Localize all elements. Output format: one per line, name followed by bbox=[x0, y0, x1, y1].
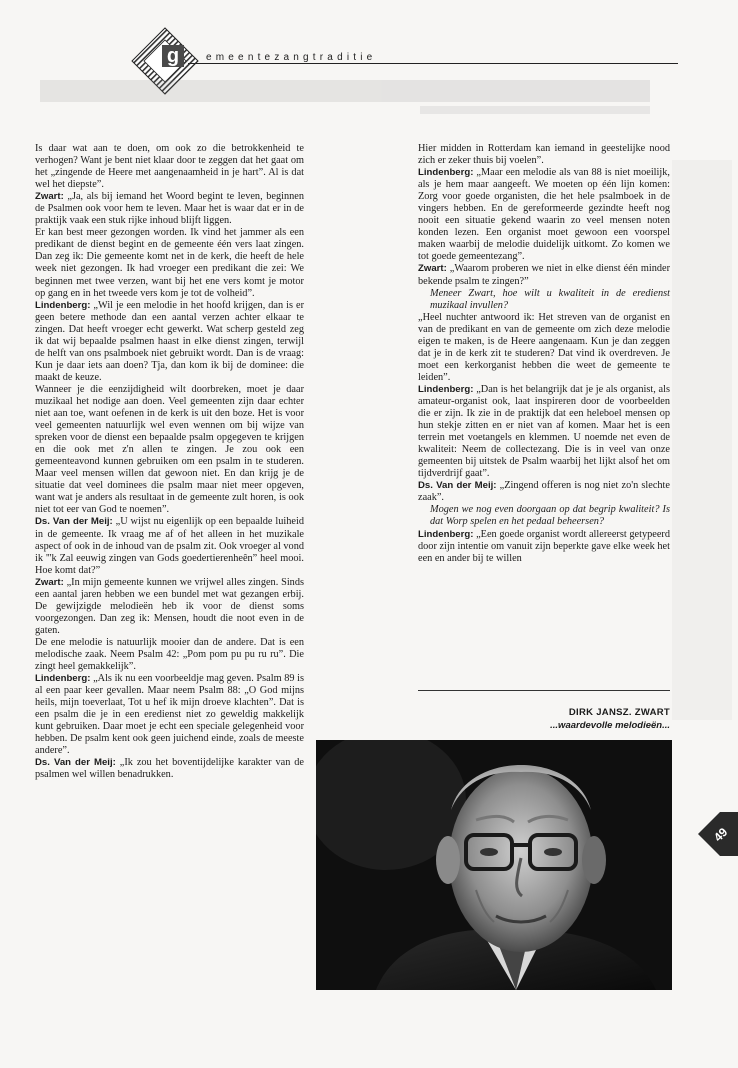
speaker-name: Zwart: bbox=[418, 263, 447, 275]
section-title: emeentezangtraditie bbox=[206, 52, 377, 63]
right-paragraph bbox=[418, 288, 670, 312]
left-paragraph bbox=[35, 384, 304, 517]
article-right-column bbox=[418, 143, 670, 565]
left-paragraph bbox=[35, 577, 304, 637]
left-paragraph bbox=[35, 673, 304, 757]
paragraph-text: Hier midden in Rotterdam kan iemand in geestelijke nood zich er zeker thuis bij voelen”. bbox=[418, 143, 670, 167]
page-number: 49 bbox=[711, 825, 731, 845]
bleed-through-right bbox=[672, 160, 732, 720]
bleed-through-shadow bbox=[40, 76, 650, 126]
paragraph-text: Is daar wat aan te doen, om ook zo die betrokkenheid te verhogen? Want je bent niet klaar door te zeggen dat het gaat om het „zingende de Heere met aangenaamheid in je hart”. Al is dat wel het diepste”. bbox=[35, 143, 304, 191]
paragraph-text: „Dan is het belangrijk dat je je als organist, als amateur-organist ook, laat inspireren door de voorbeelden die er zijn. Ik zie in de praktijk dat een heleboel mensen op hun stekje zitten en er niet van af komen. Maar het is een terrein met voetangels en klemmen. U noemde net even de kwaliteit: Neem de collectezang. Die is in veel van onze gemeenten bij uitstek de Psalm waarbij het lijkt alsof het om tijdverdrijf gaat”. bbox=[418, 383, 670, 480]
speaker-name: Zwart: bbox=[35, 191, 64, 203]
section-logo-letter: g bbox=[166, 45, 180, 67]
speaker-name: Lindenberg: bbox=[418, 383, 474, 395]
paragraph-text: „Een goede organist wordt allereerst getypeerd door zijn intentie om vanuit zijn beperkte gave elke week het een en ander bij te willen bbox=[418, 528, 670, 564]
paragraph-text: „Ja, als bij iemand het Woord begint te leven, beginnen de Psalmen ook voor hem te leven. Maar het is waar dat er in de praktijk vaak een stuk rijke inhoud blijft liggen. bbox=[35, 191, 304, 227]
speaker-name: Lindenberg: bbox=[35, 673, 91, 685]
left-paragraph bbox=[35, 516, 304, 576]
paragraph-text: „In mijn gemeente kunnen we vrijwel alles zingen. Sinds een aantal jaren hebben we een bundel met wat gezangen erbij. De gewijzigde melodieën heb ik voor de dienst soms voorgezongen. Dan zeg ik: Mensen, houdt die noot even in de gaten. bbox=[35, 576, 304, 636]
portrait-photo bbox=[316, 740, 672, 990]
page-number-tab bbox=[698, 812, 738, 856]
paragraph-text: „Als ik nu een voorbeeldje mag geven. Psalm 89 is al een paar keer gevallen. Maar neem Psalm 88: „O God mijns heils, mijn toeverlaat, Tot u hef ik mijn droeve klachten”. Dat is een psalm die je in een eredienst niet zo geweldig makkelijk kunt gebruiken. Daar moet je echt een speciale gelegenheid voor hebben. De psalm kent ook geen juichend einde, zoals de meeste andere”. bbox=[35, 673, 304, 757]
right-paragraph bbox=[418, 529, 670, 565]
header-rule bbox=[188, 63, 678, 64]
page-header bbox=[0, 0, 738, 130]
paragraph-text: „Maar een melodie als van 88 is niet moeilijk, als je hem maar aangeeft. We moeten op één lijn komen: Zorg voor goede organisten, die het hele psalmboek in de vingers hebben. En de gereformeerde gezindte heeft nog nooit een situatie gekend waarin zo veel mensen noten konden lezen. Een organist moet gewoon een voorspel maken waarbij de melodie duidelijk uitkomt. Zo komen we tot goede gemeentezang”. bbox=[418, 167, 670, 263]
paragraph-text: „Wil je een melodie in het hoofd krijgen, dan is er geen betere methode dan een aantal verzen achter elkaar te zingen. Dat heeft vroeger echt gewerkt. Wat scherp gesteld zeg ik dat wij bepaalde psalmen haast in elke dienst zingen, terwijl de helft van ons psalmboek niet gebruikt wordt. Dan is de vraag: Kun je daar iets aan doen? Tja, dan kom ik bij de dominee: die maakt de keuze. bbox=[35, 299, 304, 383]
right-paragraph bbox=[418, 480, 670, 504]
speaker-name: Lindenberg: bbox=[418, 528, 474, 540]
speaker-name: Lindenberg: bbox=[35, 299, 91, 311]
speaker-name: Lindenberg: bbox=[418, 167, 474, 179]
right-paragraph bbox=[418, 167, 670, 263]
paragraph-text: „Ik zou het boventijdelijke karakter van de psalmen wel willen benadrukken. bbox=[35, 757, 304, 781]
left-paragraph bbox=[35, 300, 304, 384]
speaker-name: Ds. Van der Meij: bbox=[418, 480, 497, 492]
right-paragraph bbox=[418, 143, 670, 167]
right-paragraph bbox=[418, 384, 670, 480]
paragraph-text: Er kan best meer gezongen worden. Ik vind het jammer als een predikant de dienst begint en de gemeente één vers laat zingen. Dan zeg ik: Die gemeente komt net in de kerk, die heeft de hele week niet gezongen. Ik had vroeger een predikant die zei: We beginnen met twee verzen, want bij het ene vers komt je motor op gang en in het tweede vers kom je tot de volheid”. bbox=[35, 227, 304, 299]
left-paragraph bbox=[35, 191, 304, 227]
photo-caption-subtitle: ...waardevolle melodieën... bbox=[550, 720, 670, 731]
paragraph-text: Wanneer je die eenzijdigheid wilt doorbreken, moet je daar muzikaal het nodige aan doen. Veel gemeenten zijn daar echter niet aan toe, want oefenen in de kerk is uit den boze. Het is voor veel gemeenten natuurlijk wel even wennen om bij wijze van spreken voor de dienst een bepaalde psalm opgegeven te krijgen en die ook met z'n allen te zingen. Je zou ook een gemeenteavond kunnen gebruiken om een psalm in te studeren. Maar veel mensen willen dat gewoon niet. En dan krijg je de situatie dat veel dominees die psalm maar niet meer opgeven, want wat je anders als resultaat in de gemeente zult horen, is ook niet tot eer van God te noemen”. bbox=[35, 383, 304, 516]
caption-rule bbox=[418, 690, 670, 691]
paragraph-text: „Zingend offeren is nog niet zo'n slechte zaak”. bbox=[418, 480, 670, 504]
article-left-column bbox=[35, 143, 304, 781]
speaker-name: Zwart: bbox=[35, 576, 64, 588]
left-paragraph bbox=[35, 143, 304, 191]
paragraph-text: De ene melodie is natuurlijk mooier dan de andere. Dat is een melodische zaak. Neem Psalm 42: „Pom pom pu pu ru ru”. Die zingt heel gemakkelijk”. bbox=[35, 636, 304, 673]
paragraph-text: „Heel nuchter antwoord ik: Het streven van de organist en van de predikant en van de gemeente om zich deze melodie eigen te maken, is de Heere aangenaam. Kun je dan zeggen dat je in de kerk zit te studeren? Dat vind ik overdreven. Je moet een kerkorganist hebben die weet de gemeente te leiden”. bbox=[418, 311, 670, 383]
paragraph-text: Meneer Zwart, hoe wilt u kwaliteit in de eredienst muzikaal invullen? bbox=[430, 287, 670, 311]
left-paragraph bbox=[35, 637, 304, 673]
right-paragraph bbox=[418, 263, 670, 287]
paragraph-text: Mogen we nog even doorgaan op dat begrip kwaliteit? Is dat Worp spelen en het pedaal beheersen? bbox=[430, 504, 670, 528]
speaker-name: Ds. Van der Meij: bbox=[35, 516, 113, 528]
paragraph-text: „U wijst nu eigenlijk op een bepaalde luiheid in de gemeente. Ik vraag me af of het alleen in het muzikale aspect of ook in de inhoud van de psalm zit. Ook vroeger al vond ik '''k Zal eeuwig zingen van Gods goedertierenheên” heel mooi. Hoe komt dat?” bbox=[35, 516, 304, 576]
speaker-name: Ds. Van der Meij: bbox=[35, 757, 116, 769]
right-paragraph bbox=[418, 504, 670, 528]
left-paragraph bbox=[35, 227, 304, 299]
right-paragraph bbox=[418, 312, 670, 384]
photo-caption-name: DIRK JANSZ. ZWART bbox=[568, 707, 670, 718]
paragraph-text: „Waarom proberen we niet in elke dienst één minder bekende psalm te zingen?” bbox=[418, 263, 670, 287]
left-paragraph bbox=[35, 757, 304, 781]
